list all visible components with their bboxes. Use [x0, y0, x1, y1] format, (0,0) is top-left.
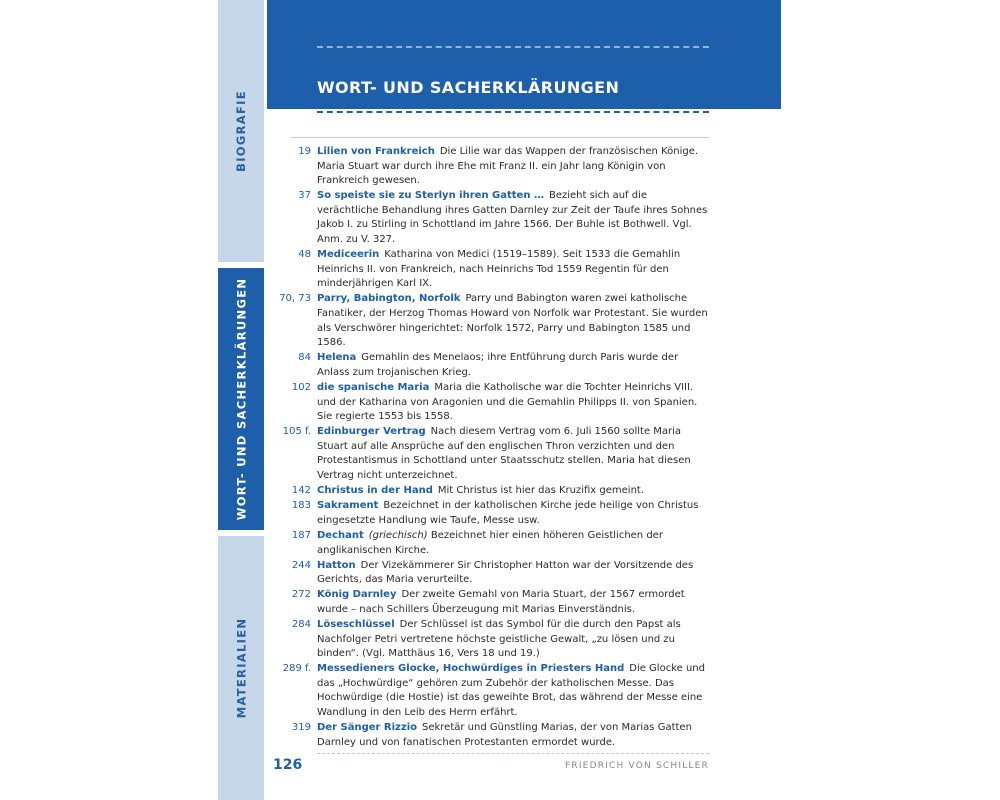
entry-text: Der Vizekämmerer Sir Christopher Hatton war der Vorsitzende des Gerichts, das Maria verurteilte. — [317, 559, 694, 586]
tab-materialien[interactable] — [218, 536, 264, 800]
entry-body — [317, 145, 710, 189]
entry-line-reference: 187 — [291, 529, 311, 541]
page-title: WORT- UND SACHERKLÄRUNGEN — [317, 78, 620, 97]
entry-body — [317, 189, 710, 247]
entry-text: Katharina von Medici (1519–1589). Seit 1533 die Gemahlin Heinrichs II. von Frankreich, nach Heinrichs Tod 1559 Regentin für den minderjährigen Karl IX. — [317, 249, 681, 290]
entry-term: Edinburger Vertrag — [317, 426, 426, 438]
entry-term: Messedieners Glocke, Hochwürdiges in Priesters Hand — [317, 663, 625, 675]
glossary-entry — [270, 529, 710, 558]
entry-text: Gemahlin des Menelaos; ihre Entführung durch Paris wurde der Anlass zum trojanischen Krieg. — [317, 352, 679, 378]
glossary-entry — [270, 484, 710, 499]
entry-term: Parry, Babington, Norfolk — [317, 293, 461, 305]
glossary-entry — [270, 559, 710, 588]
entry-term: Löseschlüssel — [317, 619, 395, 630]
entry-text: Die Glocke und das „Hochwürdige“ gehören zum Zubehör der katholischen Messe. Das Hochwürdige (die Hostie) ist das geweihte Brot, das während der Messe eine Wandlung in den Leib des Herrn erfährt. — [317, 663, 705, 719]
entry-line-reference: 70, 73 — [279, 293, 311, 305]
footer-rule — [317, 753, 709, 754]
tab-divider — [218, 262, 264, 268]
entry-note: (griechisch) — [368, 529, 428, 541]
entry-text: Der zweite Gemahl von Maria Stuart, der 1567 ermordet wurde – nach Schillers Überzeugung mit Marias Einverständnis. — [317, 589, 685, 615]
entry-line-reference: 319 — [291, 722, 311, 734]
entry-line-reference: 102 — [291, 382, 311, 393]
glossary-entry — [270, 248, 710, 292]
tab-biografie-label: BIOGRAFIE — [234, 90, 248, 172]
entry-line-reference: 142 — [291, 485, 311, 497]
entry-term: Dechant — [317, 529, 364, 541]
entry-term: Hatton — [317, 559, 356, 571]
entry-body — [317, 529, 710, 558]
glossary-entry — [270, 721, 710, 750]
entry-term: Christus in der Hand — [317, 485, 433, 497]
header-dashed-rule-top — [317, 46, 709, 48]
entry-text: Bezeichnet hier einen höheren Geistlichen der anglikanischen Kirche. — [317, 529, 663, 556]
entry-term: Mediceerin — [317, 249, 380, 261]
glossary-entry — [270, 189, 710, 247]
entry-line-reference: 19 — [298, 146, 311, 157]
entry-term: Sakrament — [317, 500, 379, 512]
entry-body — [317, 292, 710, 350]
entry-line-reference: 84 — [298, 352, 311, 364]
glossary-entry — [270, 618, 710, 662]
entry-line-reference: 105 f. — [282, 426, 311, 438]
entry-term: So speiste sie zu Sterlyn ihren Gatten … — [317, 190, 544, 202]
entry-text: Bezeichnet in der katholischen Kirche jede heilige von Christus eingesetzte Handlung wie Taufe, Messe usw. — [317, 500, 699, 526]
entry-body — [317, 484, 710, 499]
entry-term: König Darnley — [317, 589, 397, 601]
glossary-entry — [270, 351, 710, 380]
entry-body — [317, 588, 710, 617]
entry-body — [317, 618, 710, 662]
entry-text: Maria die Katholische war die Tochter Heinrichs VIII. und der Katharina von Aragonien und die Gemahlin Philipps II. von Spanien. Sie regierte 1553 bis 1558. — [317, 382, 698, 423]
entry-body — [317, 248, 710, 292]
entry-body — [317, 351, 710, 380]
entry-line-reference: 284 — [291, 619, 311, 630]
glossary-entry — [270, 662, 710, 720]
tab-wort-und-sacherklaerungen[interactable] — [218, 268, 264, 530]
entry-line-reference: 272 — [291, 589, 311, 601]
tab-divider — [218, 530, 264, 536]
page-number: 126 — [273, 757, 303, 773]
entry-body — [317, 425, 710, 483]
entry-term: Der Sänger Rizzio — [317, 722, 417, 734]
entry-line-reference: 289 f. — [282, 663, 311, 675]
entry-body — [317, 499, 710, 528]
entry-text: Parry und Babington waren zwei katholische Fanatiker, der Herzog Thomas Howard von Norfolk war Protestant. Sie wurden als Verschwörer hingerichtet: Norfolk 1572, Parry und Babington 1585 und 1586. — [317, 293, 708, 349]
entry-text: Mit Christus ist hier das Kruzifix gemeint. — [437, 485, 645, 497]
entry-line-reference: 37 — [298, 190, 311, 202]
entry-text: Nach diesem Vertrag vom 6. Juli 1560 sollte Maria Stuart auf alle Ansprüche auf den englischen Thron verzichten und den Protestantismus in Schottland unter Staatsschutz stellen. Maria hat diesen Vertrag nicht unterzeichnet. — [317, 426, 691, 482]
glossary-entry — [270, 499, 710, 528]
entry-line-reference: 244 — [291, 559, 311, 571]
glossary-entry — [270, 381, 710, 425]
header-dashed-rule-bottom — [317, 111, 709, 113]
glossary-list — [270, 145, 710, 751]
entry-term: die spanische Maria — [317, 382, 430, 393]
glossary-entry — [270, 292, 710, 350]
glossary-entry — [270, 425, 710, 483]
running-title: FRIEDRICH VON SCHILLER — [565, 761, 709, 771]
glossary-entry — [270, 145, 710, 189]
content-top-rule — [290, 137, 709, 138]
entry-text: Der Schlüssel ist das Symbol für die durch den Papst als Nachfolger Petri vertretene höchste geistliche Gewalt, „zu lösen und zu binden“. (Vgl. Matthäus 16, Vers 18 und 19.) — [317, 619, 681, 660]
section-sidebar — [218, 0, 264, 800]
entry-text: Sekretär und Günstling Marias, der von Marias Gatten Darnley und von fanatischen Protestanten ermordet wurde. — [317, 722, 692, 748]
entry-line-reference: 183 — [291, 500, 311, 512]
entry-term: Helena — [317, 352, 357, 364]
entry-body — [317, 662, 710, 720]
entry-body — [317, 559, 710, 588]
entry-term: Lilien von Frankreich — [317, 146, 435, 157]
tab-wort-label: WORT- UND SACHERKLÄRUNGEN — [234, 277, 249, 521]
tab-biografie[interactable] — [218, 0, 264, 262]
entry-line-reference: 48 — [298, 249, 311, 261]
tab-materialien-label: MATERIALIEN — [234, 617, 249, 719]
entry-text: Bezieht sich auf die verächtliche Behandlung ihres Gatten Darnley zur Zeit der Taufe ihres Sohnes Jakob I. zu Stirling in Schottland im Jahre 1566. Der Buhle ist Bothwell. Vgl. Anm. zu V. 327. — [317, 190, 708, 246]
entry-body — [317, 381, 710, 425]
entry-body — [317, 721, 710, 750]
entry-text: Die Lilie war das Wappen der französischen Könige. Maria Stuart war durch ihre Ehe mit Franz II. ein Jahr lang Königin von Frankreich gewesen. — [317, 146, 699, 187]
glossary-entry — [270, 588, 710, 617]
